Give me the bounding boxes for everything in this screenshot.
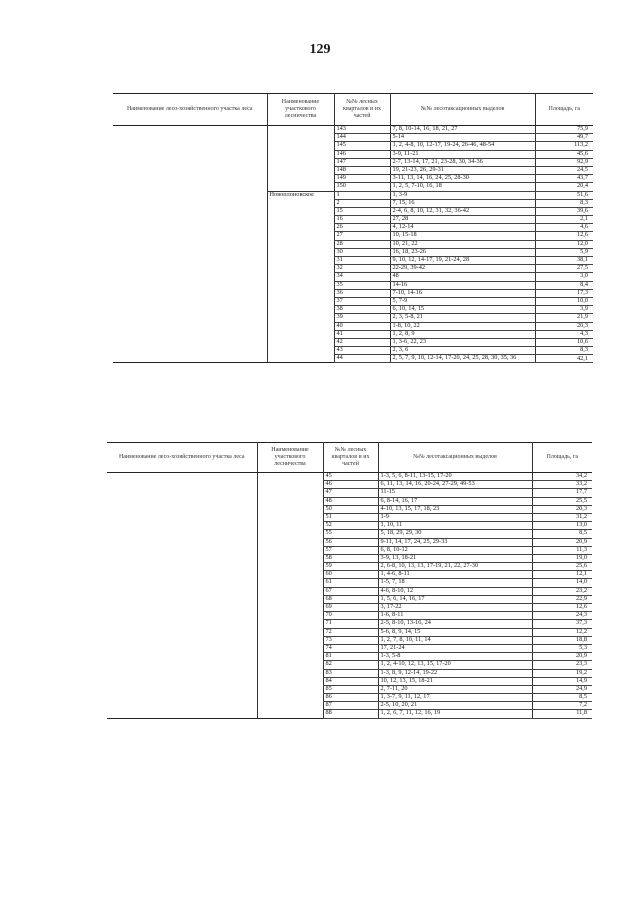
header-plots: №№ лесотаксационных выделов xyxy=(390,94,535,126)
plots-cell: 3, 17-22 xyxy=(378,604,532,612)
area-cell: 34,2 xyxy=(532,473,592,481)
area-cell: 113,2 xyxy=(535,142,593,150)
plots-cell: 1, 2, 4-10, 12, 13, 15, 17-20 xyxy=(378,661,532,669)
district-cell: Новоплоновское xyxy=(267,191,334,363)
header-quarters: №№ лесных кварталов и их частей xyxy=(334,94,390,126)
page-number: 129 xyxy=(309,42,331,57)
plots-cell: 11-15 xyxy=(378,489,532,497)
quarter-cell: 16 xyxy=(334,216,390,224)
quarter-cell: 30 xyxy=(334,248,390,256)
plots-cell: 5, 18, 29, 29, 30 xyxy=(378,530,532,538)
header-quarters: №№ лесных кварталов и их частей xyxy=(323,443,378,473)
area-cell: 12,2 xyxy=(532,628,592,636)
plots-cell: 6, 8, 10-12 xyxy=(378,546,532,554)
area-cell: 4,3 xyxy=(535,330,593,338)
plots-cell: 2, 5, 7, 9, 10, 12-14, 17-20, 24, 25, 28, 30, 35, 36 xyxy=(390,355,535,363)
plots-cell: 10, 21, 22 xyxy=(390,240,535,248)
area-cell: 14,9 xyxy=(532,677,592,685)
area-cell: 20,9 xyxy=(532,653,592,661)
area-cell: 23,3 xyxy=(532,661,592,669)
quarter-cell: 150 xyxy=(334,183,390,191)
area-cell: 10,6 xyxy=(535,338,593,346)
area-cell: 45,6 xyxy=(535,150,593,158)
area-cell: 8,3 xyxy=(535,347,593,355)
area-cell: 17,3 xyxy=(535,289,593,297)
plots-cell: 19, 21-23, 26, 29-31 xyxy=(390,166,535,174)
plots-cell: 2, 3, 6 xyxy=(390,347,535,355)
name-cell xyxy=(113,126,267,363)
area-cell: 2,1 xyxy=(535,216,593,224)
forest-plots-table-2 xyxy=(107,442,592,719)
plots-cell: 5-14 xyxy=(390,134,535,142)
plots-cell: 48 xyxy=(390,273,535,281)
plots-cell: 2-5, 8-10, 13-16, 24 xyxy=(378,620,532,628)
area-cell: 3,9 xyxy=(535,306,593,314)
quarter-cell: 48 xyxy=(323,497,378,505)
plots-cell: 1-6, 8-11 xyxy=(378,612,532,620)
area-cell: 12,0 xyxy=(535,240,593,248)
area-cell: 42,1 xyxy=(535,355,593,363)
plots-cell: 1, 2, 8, 9 xyxy=(390,330,535,338)
plots-cell: 3-9, 11-21 xyxy=(390,150,535,158)
quarter-cell: 72 xyxy=(323,628,378,636)
plots-cell: 3-9, 13, 18-21 xyxy=(378,554,532,562)
district-cell xyxy=(267,126,334,192)
area-cell: 49,7 xyxy=(535,134,593,142)
plots-cell: 1-9 xyxy=(378,513,532,521)
area-cell: 20,9 xyxy=(532,538,592,546)
area-cell: 14,0 xyxy=(532,579,592,587)
quarter-cell: 31 xyxy=(334,257,390,265)
quarter-cell: 82 xyxy=(323,661,378,669)
plots-cell: 1, 2, 5, 7-10, 16, 18 xyxy=(390,183,535,191)
quarter-cell: 27 xyxy=(334,232,390,240)
area-cell: 12,1 xyxy=(532,571,592,579)
area-cell: 11,3 xyxy=(532,546,592,554)
plots-cell: 1, 5, 6, 14, 16, 17 xyxy=(378,595,532,603)
plots-cell: 4, 12-14 xyxy=(390,224,535,232)
area-cell: 51,6 xyxy=(535,191,593,199)
quarter-cell: 146 xyxy=(334,150,390,158)
quarter-cell: 46 xyxy=(323,481,378,489)
area-cell: 23,2 xyxy=(532,587,592,595)
quarter-cell: 55 xyxy=(323,530,378,538)
quarter-cell: 58 xyxy=(323,554,378,562)
area-cell: 43,7 xyxy=(535,175,593,183)
plots-cell: 6, 10, 14, 15 xyxy=(390,306,535,314)
area-cell: 11,8 xyxy=(532,710,592,718)
quarter-cell: 57 xyxy=(323,546,378,554)
area-cell: 24,5 xyxy=(535,166,593,174)
header-area: Площадь, га xyxy=(535,94,593,126)
quarter-cell: 61 xyxy=(323,579,378,587)
quarter-cell: 38 xyxy=(334,306,390,314)
quarter-cell: 47 xyxy=(323,489,378,497)
area-cell: 37,3 xyxy=(532,620,592,628)
plots-cell: 1, 10, 11 xyxy=(378,522,532,530)
quarter-cell: 50 xyxy=(323,505,378,513)
plots-cell: 2-7, 13-14, 17, 21, 23-28, 30, 34-36 xyxy=(390,158,535,166)
area-cell: 25,5 xyxy=(532,497,592,505)
quarter-cell: 40 xyxy=(334,322,390,330)
plots-cell: 2, 7-11, 20 xyxy=(378,685,532,693)
area-cell: 24,3 xyxy=(532,612,592,620)
area-cell: 18,8 xyxy=(532,636,592,644)
plots-cell: 1, 2, 7, 8, 10, 11, 14 xyxy=(378,636,532,644)
quarter-cell: 28 xyxy=(334,240,390,248)
district-cell xyxy=(257,473,323,719)
quarter-cell: 149 xyxy=(334,175,390,183)
quarter-cell: 52 xyxy=(323,522,378,530)
area-cell: 92,9 xyxy=(535,158,593,166)
header-plots: №№ лесотаксационных выделов xyxy=(378,443,532,473)
quarter-cell: 81 xyxy=(323,653,378,661)
area-cell: 38,1 xyxy=(535,257,593,265)
header-district: Наименование участкового лесничества xyxy=(257,443,323,473)
quarter-cell: 56 xyxy=(323,538,378,546)
quarter-cell: 147 xyxy=(334,158,390,166)
quarter-cell: 84 xyxy=(323,677,378,685)
plots-cell: 1-8, 10, 22 xyxy=(390,322,535,330)
quarter-cell: 2 xyxy=(334,199,390,207)
quarter-cell: 42 xyxy=(334,338,390,346)
area-cell: 75,9 xyxy=(535,126,593,134)
header-district: Наименование участкового лесничества xyxy=(267,94,334,126)
quarter-cell: 35 xyxy=(334,281,390,289)
quarter-cell: 32 xyxy=(334,265,390,273)
quarter-cell: 51 xyxy=(323,513,378,521)
area-cell: 8,5 xyxy=(532,530,592,538)
plots-cell: 9-11, 14, 17, 24, 25, 29-33 xyxy=(378,538,532,546)
area-cell: 20,3 xyxy=(532,505,592,513)
area-cell: 19,0 xyxy=(532,554,592,562)
plots-cell: 1, 2, 4-8, 10, 12-17, 19-24, 26-46, 48-54 xyxy=(390,142,535,150)
area-cell: 10,0 xyxy=(535,297,593,305)
plots-cell: 1-3, 8, 9, 12-14, 19-22 xyxy=(378,669,532,677)
plots-cell: 3-11, 13, 14, 16, 24, 25, 28-30 xyxy=(390,175,535,183)
quarter-cell: 145 xyxy=(334,142,390,150)
quarter-cell: 37 xyxy=(334,297,390,305)
table-header-row xyxy=(113,94,593,126)
plots-cell: 2, 3, 5-8, 21 xyxy=(390,314,535,322)
plots-cell: 1, 4-6, 8-11 xyxy=(378,571,532,579)
quarter-cell: 1 xyxy=(334,191,390,199)
plots-cell: 2-5, 10, 20, 21 xyxy=(378,702,532,710)
area-cell: 24,9 xyxy=(532,685,592,693)
plots-cell: 5, 7-9 xyxy=(390,297,535,305)
quarter-cell: 83 xyxy=(323,669,378,677)
quarter-cell: 87 xyxy=(323,702,378,710)
name-cell xyxy=(107,473,257,719)
area-cell: 8,3 xyxy=(535,199,593,207)
area-cell: 8,5 xyxy=(532,694,592,702)
area-cell: 21,9 xyxy=(535,314,593,322)
quarter-cell: 26 xyxy=(334,224,390,232)
area-cell: 19,2 xyxy=(532,669,592,677)
area-cell: 12,6 xyxy=(535,232,593,240)
quarter-cell: 148 xyxy=(334,166,390,174)
plots-cell: 22-29, 39-42 xyxy=(390,265,535,273)
area-cell: 22,9 xyxy=(532,595,592,603)
quarter-cell: 143 xyxy=(334,126,390,134)
quarter-cell: 74 xyxy=(323,644,378,652)
area-cell: 20,4 xyxy=(535,183,593,191)
area-cell: 31,2 xyxy=(532,513,592,521)
quarter-cell: 34 xyxy=(334,273,390,281)
plots-cell: 6, 8-14, 16, 17 xyxy=(378,497,532,505)
plots-cell: 9, 10, 12, 14-17, 19, 21-24, 28 xyxy=(390,257,535,265)
area-cell: 27,5 xyxy=(535,265,593,273)
area-cell: 13,0 xyxy=(532,522,592,530)
area-cell: 17,7 xyxy=(532,489,592,497)
plots-cell: 1-5, 7, 18 xyxy=(378,579,532,587)
plots-cell: 2-4, 6, 8, 10, 12, 31, 32, 36-42 xyxy=(390,207,535,215)
area-cell: 5,9 xyxy=(535,248,593,256)
quarter-cell: 45 xyxy=(323,473,378,481)
quarter-cell: 59 xyxy=(323,563,378,571)
quarter-cell: 36 xyxy=(334,289,390,297)
area-cell: 3,0 xyxy=(535,273,593,281)
quarter-cell: 69 xyxy=(323,604,378,612)
plots-cell: 27, 28 xyxy=(390,216,535,224)
area-cell: 8,4 xyxy=(535,281,593,289)
quarter-cell: 15 xyxy=(334,207,390,215)
plots-cell: 17, 21-24 xyxy=(378,644,532,652)
quarter-cell: 73 xyxy=(323,636,378,644)
quarter-cell: 60 xyxy=(323,571,378,579)
area-cell: 39,6 xyxy=(535,207,593,215)
plots-cell: 1-3, 5-8 xyxy=(378,653,532,661)
area-cell: 5,3 xyxy=(532,644,592,652)
table-row xyxy=(107,473,592,481)
forest-plots-table-1 xyxy=(113,93,593,363)
header-area: Площадь, га xyxy=(532,443,592,473)
plots-cell: 16, 18, 23-26 xyxy=(390,248,535,256)
quarter-cell: 70 xyxy=(323,612,378,620)
quarter-cell: 68 xyxy=(323,595,378,603)
plots-cell: 14-16 xyxy=(390,281,535,289)
area-cell: 25,6 xyxy=(532,563,592,571)
plots-cell: 4-10, 13, 15, 17, 18, 23 xyxy=(378,505,532,513)
plots-cell: 7, 15, 16 xyxy=(390,199,535,207)
quarter-cell: 85 xyxy=(323,685,378,693)
quarter-cell: 86 xyxy=(323,694,378,702)
quarter-cell: 71 xyxy=(323,620,378,628)
plots-cell: 7, 8, 10-14, 16, 18, 21, 27 xyxy=(390,126,535,134)
quarter-cell: 39 xyxy=(334,314,390,322)
quarter-cell: 88 xyxy=(323,710,378,718)
quarter-cell: 67 xyxy=(323,587,378,595)
area-cell: 7,2 xyxy=(532,702,592,710)
table-header-row xyxy=(107,443,592,473)
quarter-cell: 144 xyxy=(334,134,390,142)
plots-cell: 10, 12, 13, 15, 18-21 xyxy=(378,677,532,685)
quarter-cell: 41 xyxy=(334,330,390,338)
header-name: Наименование лесо-хозяйственного участка леса xyxy=(126,106,253,113)
plots-cell: 1, 3-7, 9, 11, 12, 17 xyxy=(378,694,532,702)
plots-cell: 5-6, 8, 9, 14, 15 xyxy=(378,628,532,636)
plots-cell: 6, 11, 13, 14, 16, 20-24, 27-29, 49-53 xyxy=(378,481,532,489)
plots-cell: 1, 3-9 xyxy=(390,191,535,199)
area-cell: 33,2 xyxy=(532,481,592,489)
header-name: Наименование лесо-хозяйственного участка леса xyxy=(118,454,245,461)
area-cell: 20,3 xyxy=(535,322,593,330)
area-cell: 12,6 xyxy=(532,604,592,612)
plots-cell: 1-3, 5, 6, 8-11, 13-15, 17-20 xyxy=(378,473,532,481)
table-row xyxy=(113,126,593,134)
quarter-cell: 43 xyxy=(334,347,390,355)
plots-cell: 4-6, 8-10, 12 xyxy=(378,587,532,595)
quarter-cell: 44 xyxy=(334,355,390,363)
plots-cell: 7-10, 14-16 xyxy=(390,289,535,297)
plots-cell: 1, 3-6, 22, 23 xyxy=(390,338,535,346)
plots-cell: 10, 15-18 xyxy=(390,232,535,240)
area-cell: 4,6 xyxy=(535,224,593,232)
plots-cell: 2, 6-8, 10, 13, 13, 17-19, 21, 22, 27-30 xyxy=(378,563,532,571)
plots-cell: 1, 2, 6, 7, 11, 12, 16, 19 xyxy=(378,710,532,718)
